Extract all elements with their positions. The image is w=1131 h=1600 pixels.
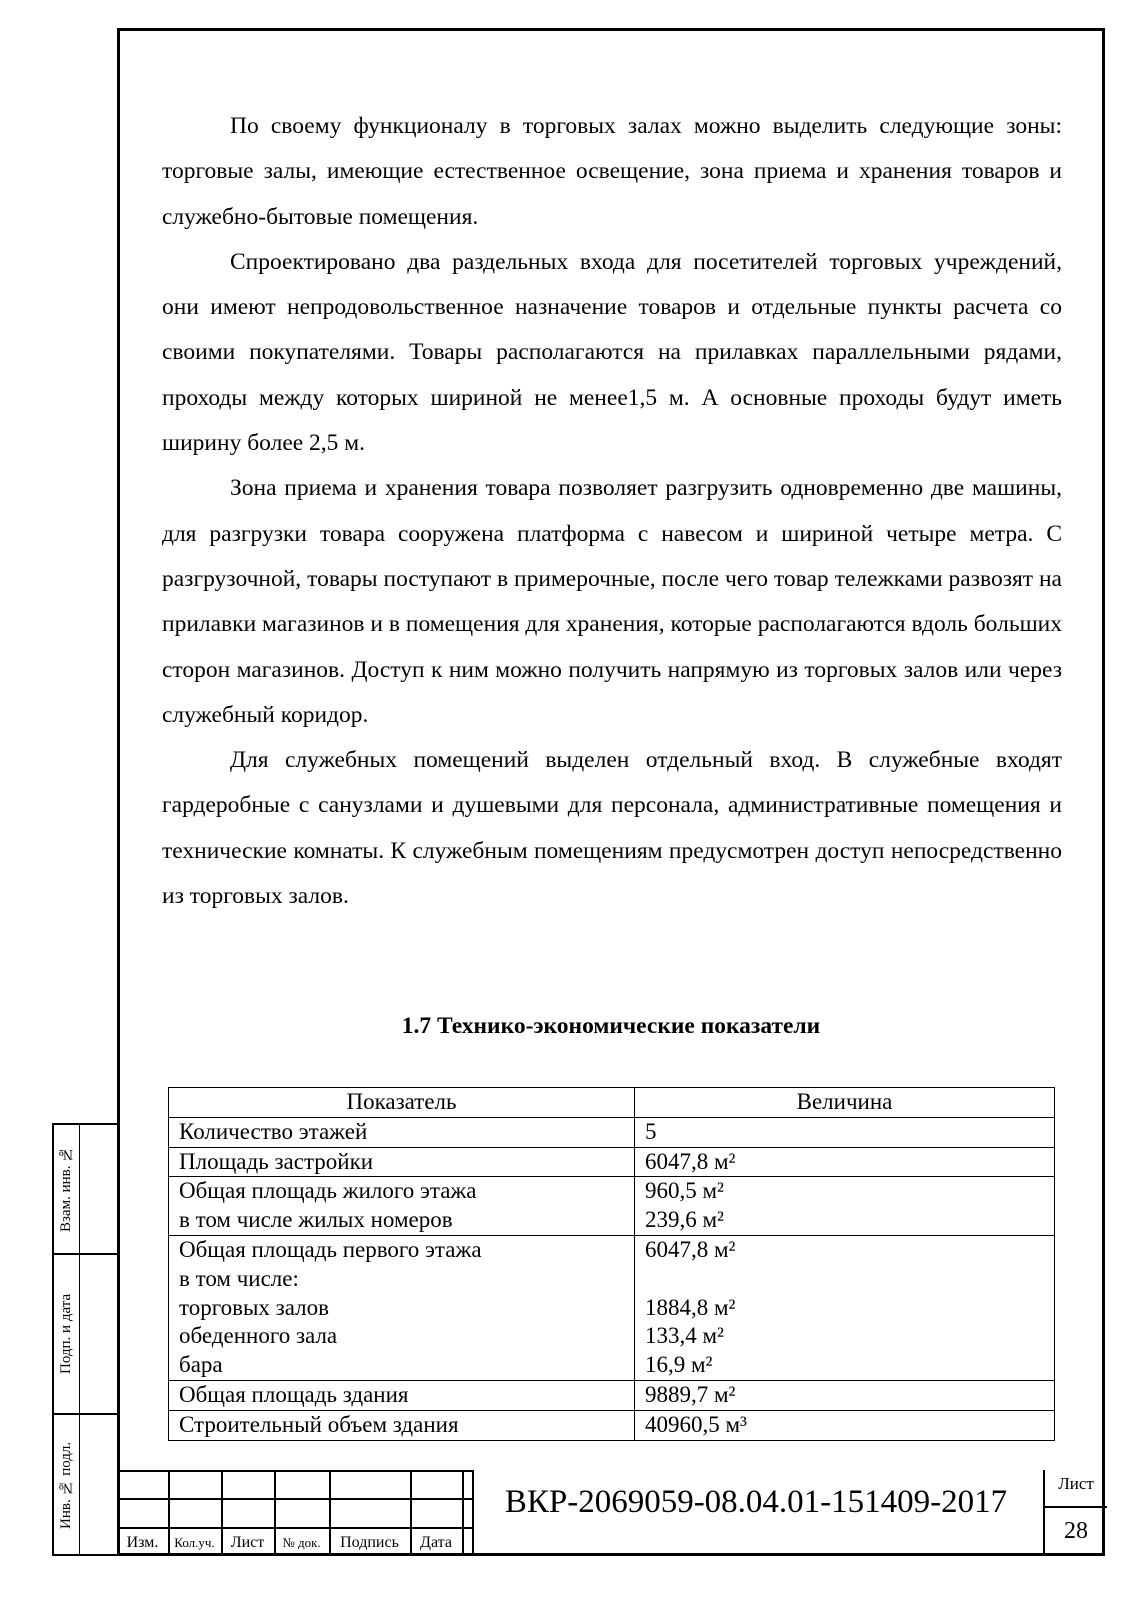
value-cell xyxy=(635,1235,1055,1380)
indicator-line: бара xyxy=(179,1352,223,1378)
indicator-cell xyxy=(169,1177,635,1236)
sheet-number: 28 xyxy=(1045,1506,1107,1556)
indicator-line: в том числе жилых номеров xyxy=(179,1207,453,1233)
value-line: 9889,7 м² xyxy=(645,1381,736,1407)
side-stamp xyxy=(52,1123,120,1556)
indicator-cell xyxy=(169,1117,635,1147)
indicator-line: торговых залов xyxy=(179,1294,330,1320)
table-row xyxy=(169,1235,1055,1380)
table-row xyxy=(169,1177,1055,1236)
value-line: 6047,8 м² xyxy=(645,1236,736,1262)
body-text xyxy=(162,104,1062,919)
sheet-label: Лист xyxy=(1058,1474,1094,1493)
change-count-column-label: Кол.уч. xyxy=(174,1535,215,1550)
value-cell xyxy=(635,1147,1055,1177)
indicators-table xyxy=(168,1087,1055,1441)
value-line: 239,6 м² xyxy=(645,1207,724,1233)
value-cell xyxy=(635,1410,1055,1440)
date-column-label: Дата xyxy=(420,1534,452,1551)
value-line: 5 xyxy=(645,1118,657,1144)
indicator-cell xyxy=(169,1235,635,1380)
paragraph: Для служебных помещений выделен отдельный вход. В служебные входят гардеробные с санузлами и душевыми для персонала, административные помещения и технические комнаты. К служебным помещениям предусмотрен доступ непосредственно из торговых залов. xyxy=(162,747,1062,910)
indicator-line: Площадь застройки xyxy=(179,1148,374,1174)
value-line xyxy=(645,1265,1044,1294)
signature-date-label: Подп. и дата xyxy=(58,1293,74,1375)
indicator-cell xyxy=(169,1410,635,1440)
column-header-value: Величина xyxy=(635,1088,1055,1118)
table-row xyxy=(169,1410,1055,1440)
revision-column-label: Изм. xyxy=(126,1534,159,1551)
table-header-row xyxy=(169,1088,1055,1118)
value-line: 6047,8 м² xyxy=(645,1148,736,1174)
value-line: 1884,8 м² xyxy=(645,1294,736,1320)
indicator-line: Количество этажей xyxy=(179,1118,368,1144)
sheet-column-label: Лист xyxy=(230,1534,265,1551)
value-line: 16,9 м² xyxy=(645,1352,713,1378)
value-cell xyxy=(635,1177,1055,1236)
indicator-line: обеденного зала xyxy=(179,1323,338,1349)
paragraph: По своему функционалу в торговых залах можно выделить следующие зоны: торговые залы, имеющие естественное освещение, зона приема и хранения товаров и служебно-бытовые помещения. xyxy=(162,113,1062,230)
paragraph: Зона приема и хранения товара позволяет разгрузить одновременно две машины, для разгрузки товара сооружена платформа с навесом и шириной четыре метра. С разгрузочной, товары поступают в примерочные, после чего товар тележками развозят на прилавки магазинов и в помещения для хранения, которые располагаются вдоль больших сторон магазинов. Доступ к ним можно получить напрямую из торговых залов или через служебный коридор. xyxy=(162,475,1062,728)
table-row xyxy=(169,1147,1055,1177)
table-row xyxy=(169,1117,1055,1147)
document-number-column-label: № док. xyxy=(282,1535,321,1550)
indicator-cell xyxy=(169,1380,635,1410)
value-cell xyxy=(635,1117,1055,1147)
sheet-box xyxy=(1043,1470,1107,1556)
table-row xyxy=(169,1380,1055,1410)
title-block xyxy=(117,1470,1105,1556)
value-line: 40960,5 м³ xyxy=(645,1411,747,1437)
signature-column-label: Подпись xyxy=(340,1534,399,1551)
value-line: 133,4 м² xyxy=(645,1323,724,1349)
indicator-line: Строительный объем здания xyxy=(179,1411,459,1437)
indicator-line: Общая площадь первого этажа xyxy=(179,1236,482,1262)
section-title: 1.7 Технико-экономические показатели xyxy=(401,1013,821,1039)
indicator-cell xyxy=(169,1147,635,1177)
indicator-line: в том числе: xyxy=(179,1265,299,1291)
column-header-indicator: Показатель xyxy=(169,1088,635,1118)
document-code: ВКР-2069059-08.04.01-151409-2017 xyxy=(504,1484,1008,1520)
value-cell xyxy=(635,1380,1055,1410)
original-inventory-label: Инв. № подл. xyxy=(58,1441,74,1530)
indicator-line: Общая площадь жилого этажа xyxy=(179,1178,477,1204)
indicator-line: Общая площадь здания xyxy=(179,1381,409,1407)
replacement-inventory-label: Взам. инв. № xyxy=(58,1145,74,1233)
value-line: 960,5 м² xyxy=(645,1178,724,1204)
paragraph: Спроектировано два раздельных входа для посетителей торговых учреждений, они имеют непродовольственное назначение товаров и отдельные пункты расчета со своими покупателями. Товары располагаются на прилавках параллельными рядами, проходы между которых шириной не менее1,5 м. А основные проходы будут иметь ширину более 2,5 м. xyxy=(162,248,1062,457)
